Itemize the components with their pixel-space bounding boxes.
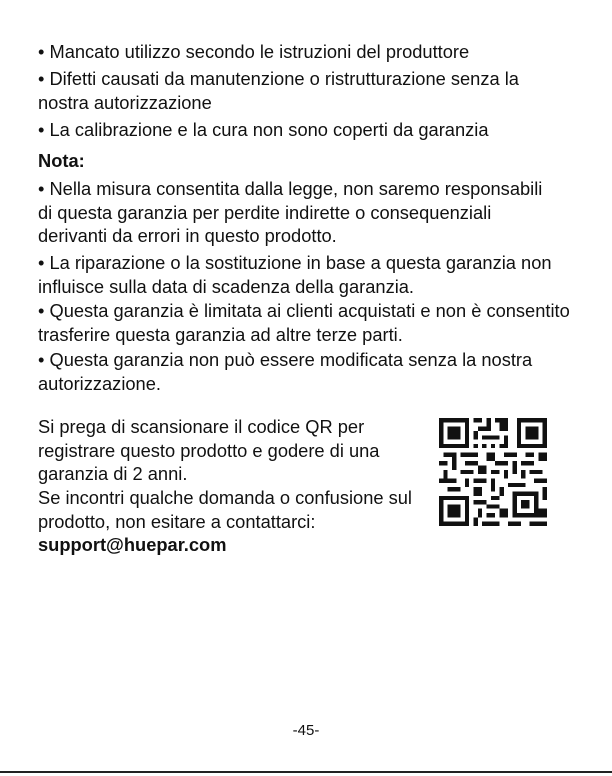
qr-instructions: Si prega di scansionare il codice QR per registrare questo prodotto e godere di una garanzia di 2 anni. xyxy=(38,416,380,484)
bullet-maintenance-defects: • Difetti causati da manutenzione o ristrutturazione senza la nostra autorizzazione xyxy=(38,68,519,113)
qr-code-icon xyxy=(437,418,549,526)
contact-paragraph xyxy=(38,486,413,557)
support-email: support@huepar.com xyxy=(38,534,227,555)
nota-bullet-modification: • Questa garanzia non può essere modificata senza la nostra autorizzazione. xyxy=(38,349,533,394)
nota-heading: Nota: xyxy=(38,150,85,171)
contact-text: Se incontri qualche domanda o confusione sul prodotto, non esitare a contattarci: xyxy=(38,487,412,532)
bottom-divider xyxy=(0,771,612,773)
nota-bullet-liability: • Nella misura consentita dalla legge, non saremo responsabili di questa garanzia per perdite indirette o consequenziali derivanti da errori in questo prodotto. xyxy=(38,178,543,246)
bullet-misuse: • Mancato utilizzo secondo le istruzioni del produttore xyxy=(38,41,470,62)
nota-bullet-repair: • La riparazione o la sostituzione in base a questa garanzia non influisce sulla data di scadenza della garanzia. xyxy=(38,252,552,297)
page-number: -45- xyxy=(292,722,320,739)
bullet-calibration: • La calibrazione e la cura non sono coperti da garanzia xyxy=(38,119,489,140)
nota-bullet-limited: • Questa garanzia è limitata ai clienti acquistati e non è consentito trasferire questa garanzia ad altre terze parti. xyxy=(38,300,570,345)
